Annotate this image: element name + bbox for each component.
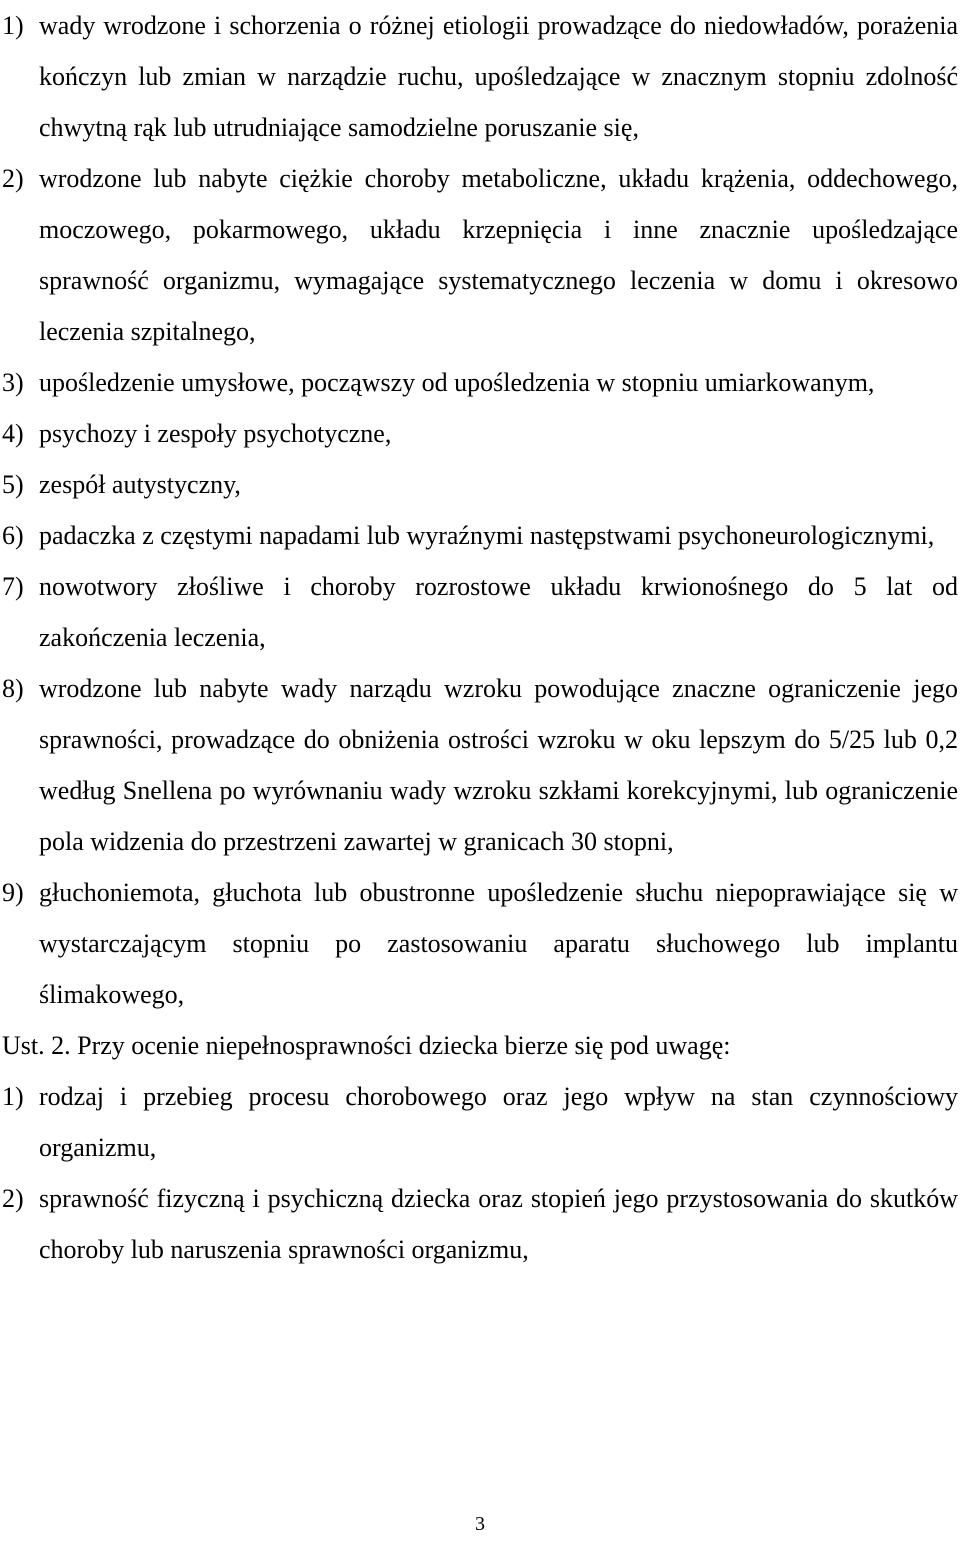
list-item-number: 2) bbox=[2, 1184, 24, 1213]
list-item bbox=[2, 561, 958, 663]
list-item bbox=[2, 510, 958, 561]
list-item-number: 9) bbox=[2, 878, 24, 907]
list-item bbox=[2, 867, 958, 1020]
list-item bbox=[2, 1173, 958, 1275]
list-item-number: 3) bbox=[2, 368, 24, 397]
list-item bbox=[2, 357, 958, 408]
list-item-number: 6) bbox=[2, 521, 24, 550]
list-item-number: 7) bbox=[2, 572, 24, 601]
list-item bbox=[2, 0, 958, 153]
list-item-number: 1) bbox=[2, 1082, 24, 1111]
list-item bbox=[2, 408, 958, 459]
list-item bbox=[2, 663, 958, 867]
document-body bbox=[2, 0, 958, 1275]
list-item-text: nowotwory złośliwe i choroby rozrostowe układu krwionośnego do 5 lat od zakończenia leczenia, bbox=[39, 572, 958, 652]
list-item-text: sprawność fizyczną i psychiczną dziecka oraz stopień jego przystosowania do skutków choroby lub naruszenia sprawności organizmu, bbox=[39, 1184, 958, 1264]
list-item-text: wrodzone lub nabyte ciężkie choroby metaboliczne, układu krążenia, oddechowego, moczowego, pokarmowego, układu krzepnięcia i inne znacznie upośledzające sprawność organizmu, wymagające systematycznego leczenia w domu i okresowo leczenia szpitalnego, bbox=[39, 164, 958, 346]
list-item-text: wady wrodzone i schorzenia o różnej etiologii prowadzące do niedowładów, porażenia kończyn lub zmian w narządzie ruchu, upośledzające w znacznym stopniu zdolność chwytną rąk lub utrudniające samodzielne poruszanie się, bbox=[39, 11, 958, 142]
list-item-number: 5) bbox=[2, 470, 24, 499]
list-item-text: psychozy i zespoły psychotyczne, bbox=[39, 419, 392, 448]
list-item-number: 2) bbox=[2, 164, 24, 193]
list-item-text: padaczka z częstymi napadami lub wyraźnymi następstwami psychoneurologicznymi, bbox=[39, 521, 935, 550]
list-item-number: 4) bbox=[2, 419, 24, 448]
list-item bbox=[2, 153, 958, 357]
list-item-number: 8) bbox=[2, 674, 24, 703]
list-item-text: głuchoniemota, głuchota lub obustronne upośledzenie słuchu niepoprawiające się w wystarczającym stopniu po zastosowaniu aparatu słuchowego lub implantu ślimakowego, bbox=[39, 878, 958, 1009]
list-item-number: 1) bbox=[2, 11, 24, 40]
list-item-text: upośledzenie umysłowe, począwszy od upośledzenia w stopniu umiarkowanym, bbox=[39, 368, 875, 397]
list-item-text: zespół autystyczny, bbox=[39, 470, 241, 499]
list-item bbox=[2, 1071, 958, 1173]
list-item bbox=[2, 459, 958, 510]
list-item-text: rodzaj i przebieg procesu chorobowego oraz jego wpływ na stan czynnościowy organizmu, bbox=[39, 1082, 958, 1162]
list-item-text: wrodzone lub nabyte wady narządu wzroku powodujące znaczne ograniczenie jego sprawności, prowadzące do obniżenia ostrości wzroku w oku lepszym do 5/25 lub 0,2 według Snellena po wyrównaniu wady wzroku szkłami korekcyjnymi, lub ograniczenie pola widzenia do przestrzeni zawartej w granicach 30 stopni, bbox=[39, 674, 958, 856]
page-number: 3 bbox=[475, 1513, 485, 1535]
section-heading: Ust. 2. Przy ocenie niepełnosprawności dziecka bierze się pod uwagę: bbox=[2, 1031, 731, 1060]
